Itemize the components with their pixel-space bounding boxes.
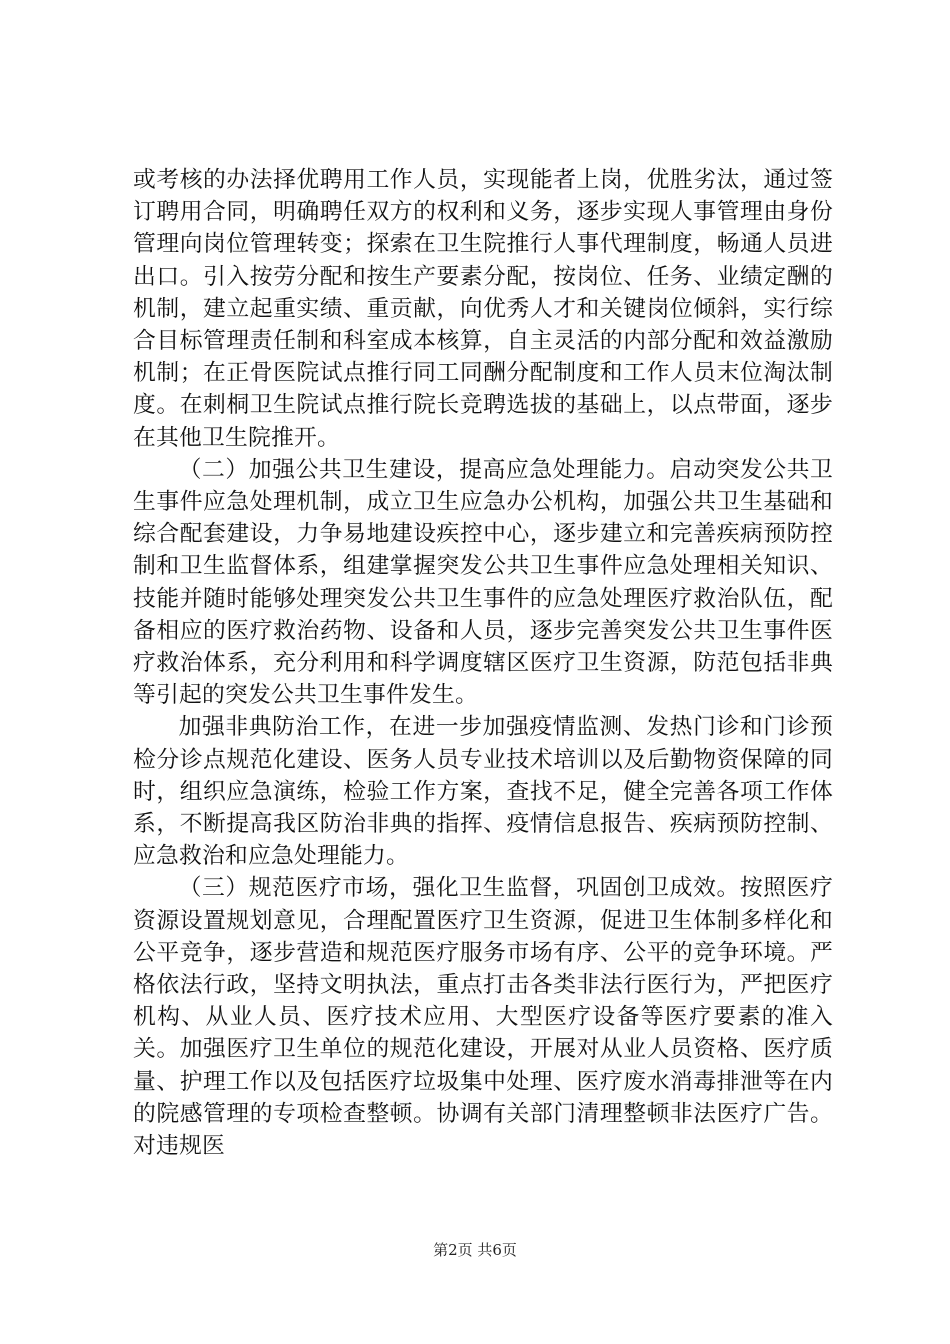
page-footer bbox=[0, 1240, 950, 1260]
paragraph-2: （二）加强公共卫生建设，提高应急处理能力。启动突发公共卫生事件应急处理机制，成立卫生应急办公机构，加强公共卫生基础和综合配套建设，力争易地建设疾控中心，逐步建立和完善疾病预防控制和卫生监督体系，组建掌握突发公共卫生事件应急处理相关知识、技能并随时能够处理突发公共卫生事件的应急处理医疗救治队伍，配备相应的医疗救治药物、设备和人员，逐步完善突发公共卫生事件医疗救治体系，充分利用和科学调度辖区医疗卫生资源，防范包括非典等引起的突发公共卫生事件发生。 bbox=[133, 456, 833, 709]
document-body bbox=[133, 164, 833, 1162]
paragraph-4: （三）规范医疗市场，强化卫生监督，巩固创卫成效。按照医疗资源设置规划意见，合理配置医疗卫生资源，促进卫生体制多样化和公平竞争，逐步营造和规范医疗服务市场有序、公平的竞争环境。严格依法行政，坚持文明执法，重点打击各类非法行医行为，严把医疗机构、从业人员、医疗技术应用、大型医疗设备等医疗要素的准入关。加强医疗卫生单位的规范化建设，开展对从业人员资格、医疗质量、护理工作以及包括医疗垃圾集中处理、医疗废水消毒排泄等在内的院感管理的专项检查整顿。协调有关部门清理整顿非法医疗广告。对违规医 bbox=[133, 875, 833, 1160]
page-number-label: 第2页 共6页 bbox=[433, 1241, 517, 1259]
paragraph-3: 加强非典防治工作，在进一步加强疫情监测、发热门诊和门诊预检分诊点规范化建设、医务人员专业技术培训以及后勤物资保障的同时，组织应急演练，检验工作方案，查找不足，健全完善各项工作体系，不断提高我区防治非典的指挥、疫情信息报告、疾病预防控制、应急救治和应急处理能力。 bbox=[133, 714, 833, 870]
paragraph-1: 或考核的办法择优聘用工作人员，实现能者上岗，优胜劣汰，通过签订聘用合同，明确聘任双方的权利和义务，逐步实现人事管理由身份管理向岗位管理转变；探索在卫生院推行人事代理制度，畅通人员进出口。引入按劳分配和按生产要素分配，按岗位、任务、业绩定酬的机制，建立起重实绩、重贡献，向优秀人才和关键岗位倾斜，实行综合目标管理责任制和科室成本核算，自主灵活的内部分配和效益激励机制；在正骨医院试点推行同工同酬分配制度和工作人员末位淘汰制度。在刺桐卫生院试点推行院长竞聘选拔的基础上，以点带面，逐步在其他卫生院推开。 bbox=[133, 167, 833, 451]
